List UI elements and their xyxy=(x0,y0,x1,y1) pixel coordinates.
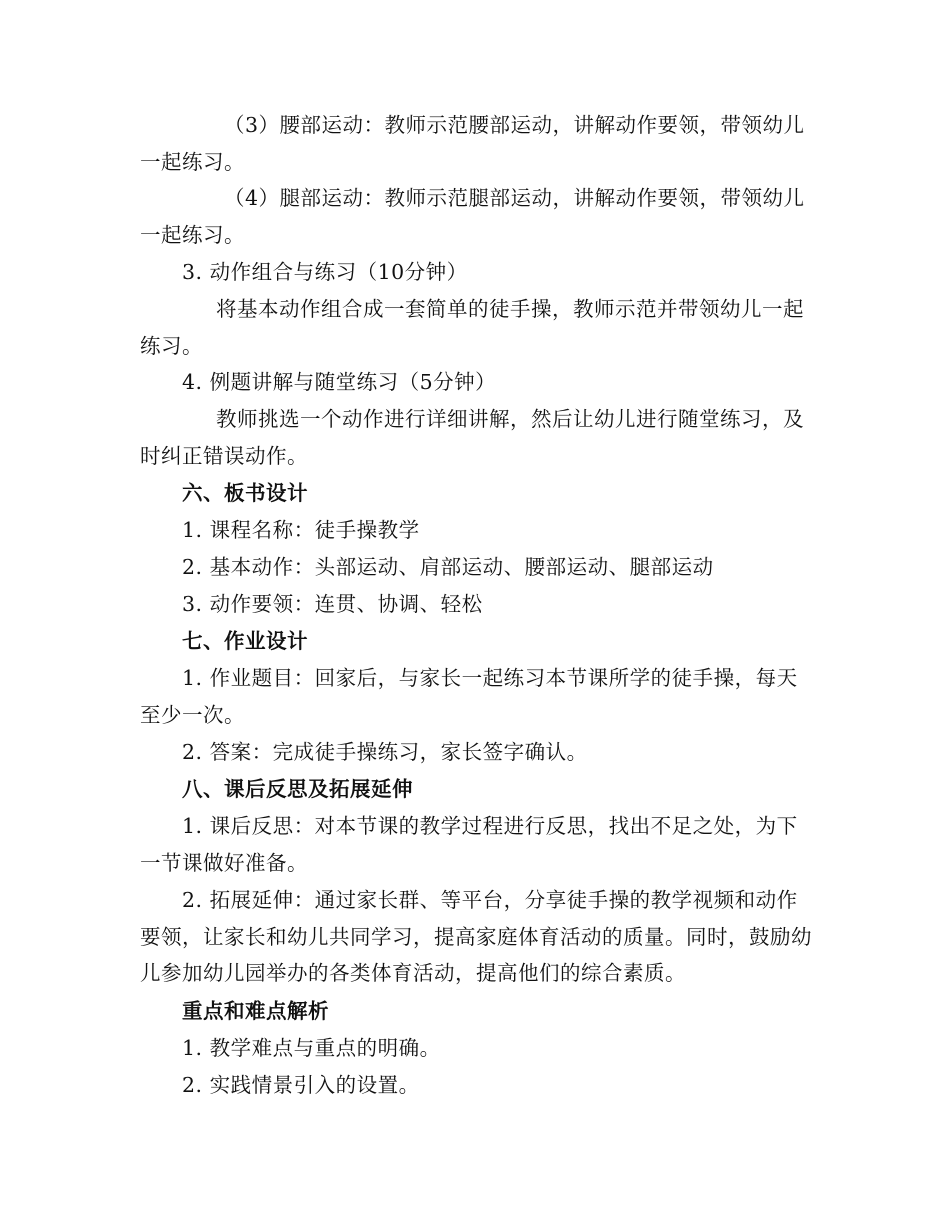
list-item-key-points: 1. 教学难点与重点的明确。 xyxy=(182,1036,441,1060)
paragraph-combination-description: 将基本动作组合成一套简单的徒手操，教师示范并带领幼儿一起练习。 xyxy=(140,297,804,358)
list-item-scenario-setup: 2. 实践情景引入的设置。 xyxy=(182,1073,420,1097)
list-item-basic-movements: 2. 基本动作：头部运动、肩部运动、腰部运动、腿部运动 xyxy=(182,555,714,579)
heading-board-design: 六、板书设计 xyxy=(182,481,308,505)
list-item-reflection: 1. 课后反思：对本节课的教学过程进行反思，找出不足之处，为下一节课做好准备。 xyxy=(140,814,798,875)
list-item-answer: 2. 答案：完成徒手操练习，家长签字确认。 xyxy=(182,740,588,764)
paragraph-leg-exercise: （4）腿部运动：教师示范腿部运动，讲解动作要领，带领幼儿一起练习。 xyxy=(140,186,805,247)
heading-key-difficult-points: 重点和难点解析 xyxy=(182,999,329,1023)
paragraph-waist-exercise: （3）腰部运动：教师示范腰部运动，讲解动作要领，带领幼儿一起练习。 xyxy=(140,113,805,174)
heading-homework-design: 七、作业设计 xyxy=(182,629,308,653)
list-item-course-name: 1. 课程名称：徒手操教学 xyxy=(182,518,420,542)
list-item-homework-task: 1. 作业题目：回家后，与家长一起练习本节课所学的徒手操，每天至少一次。 xyxy=(140,666,798,727)
list-item-combination-practice: 3. 动作组合与练习（10分钟） xyxy=(182,260,468,284)
list-item-extension: 2. 拓展延伸：通过家长群、等平台，分享徒手操的教学视频和动作要领，让家长和幼儿共同学习，提高家庭体育活动的质量。同时，鼓励幼儿参加幼儿园举办的各类体育活动，提高他们的综合素质。 xyxy=(140,888,812,985)
paragraph-example-description: 教师挑选一个动作进行详细讲解，然后让幼儿进行随堂练习，及时纠正错误动作。 xyxy=(140,407,804,468)
heading-reflection-extension: 八、课后反思及拓展延伸 xyxy=(182,777,413,801)
list-item-example-explanation: 4. 例题讲解与随堂练习（5分钟） xyxy=(182,370,497,394)
list-item-movement-essentials: 3. 动作要领：连贯、协调、轻松 xyxy=(182,592,483,616)
